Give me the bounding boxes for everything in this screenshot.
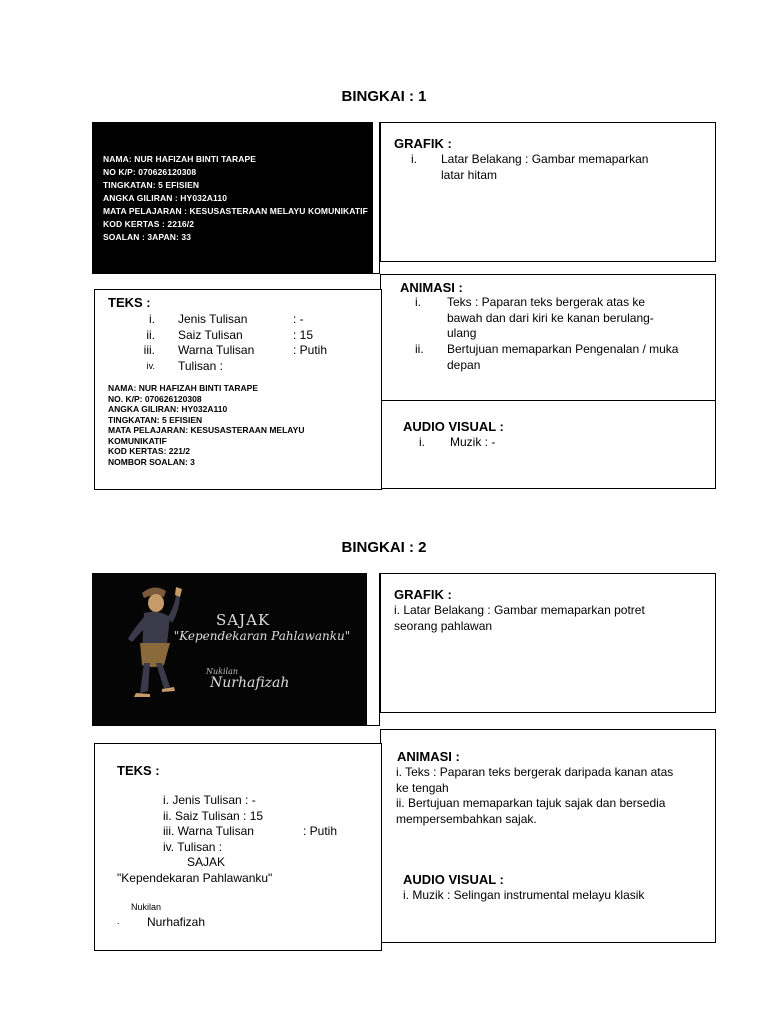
frame2-image-divider bbox=[366, 573, 380, 726]
image-line: NO K/P: 070626120308 bbox=[103, 167, 197, 177]
frame1-animasi-label: ANIMASI : bbox=[400, 280, 463, 295]
frame1-animasi-box bbox=[380, 274, 716, 402]
animasi-line: ii. Bertujuan memaparkan tajuk sajak dan bersedia mempersembahkan sajak. bbox=[396, 796, 666, 826]
frame2-grafik-label: GRAFIK : bbox=[394, 587, 452, 602]
detail-line: KOMUNIKATIF bbox=[108, 435, 167, 446]
list-name: Tulisan : bbox=[178, 358, 223, 373]
frame1-teks-details bbox=[108, 383, 378, 467]
frame2-image-title: SAJAK bbox=[216, 611, 271, 629]
list-value: : - bbox=[293, 312, 304, 326]
frame1-audio-box bbox=[380, 400, 716, 489]
frame2-teks-sajak: SAJAK bbox=[187, 855, 226, 869]
frame2-image-credit-name: Nurhafizah bbox=[210, 675, 290, 691]
frame2-image-credit-label: Nukilan bbox=[206, 667, 239, 676]
detail-line: NO. K/P: 070626120308 bbox=[108, 393, 202, 404]
frame1-grafik-label: GRAFIK : bbox=[394, 136, 452, 151]
list-item bbox=[163, 824, 373, 840]
list-text: Latar Belakang : Gambar memaparkan latar hitam bbox=[441, 152, 649, 182]
frame2-animasi-box bbox=[380, 729, 716, 943]
frame1-animasi-item bbox=[415, 295, 705, 342]
frame2-heading: BINGKAI : 2 bbox=[341, 539, 427, 556]
list-number: iv. bbox=[146, 360, 155, 371]
list-name: Warna Tulisan bbox=[178, 343, 255, 357]
frame1-teks-list bbox=[135, 312, 375, 374]
list-item bbox=[135, 343, 375, 359]
frame1-animasi-item bbox=[415, 342, 705, 373]
list-value: : 15 bbox=[293, 327, 314, 342]
list-value: : Putih bbox=[293, 343, 328, 357]
list-item: iv. Tulisan : bbox=[163, 839, 223, 854]
list-number: i. bbox=[415, 295, 421, 309]
animasi-line: i. Teks : Paparan teks bergerak daripada kanan atas ke tengah bbox=[396, 765, 674, 795]
detail-line: MATA PELAJARAN: KESUSASTERAAN MELAYU bbox=[108, 425, 305, 435]
list-text: Teks : Paparan teks bergerak atas ke bawah dan dari kiri ke kanan berulang-ulang bbox=[447, 295, 654, 340]
detail-line: NOMBOR SOALAN: 3 bbox=[108, 456, 195, 467]
frame2-image bbox=[92, 573, 366, 726]
list-number: i. bbox=[411, 152, 417, 166]
frame1-audio-item bbox=[419, 435, 495, 451]
list-item: ii. Saiz Tulisan : 15 bbox=[163, 808, 264, 823]
image-line: NAMA: NUR HAFIZAH BINTI TARAPE bbox=[103, 154, 256, 164]
list-text: Bertujuan memaparkan Pengenalan / muka depan bbox=[447, 342, 679, 372]
detail-line: TINGKATAN: 5 EFISIEN bbox=[108, 414, 203, 425]
frame1-teks-box bbox=[94, 289, 382, 490]
list-text: Muzik : - bbox=[450, 435, 496, 449]
image-line: MATA PELAJARAN : KESUSASTERAAN MELAYU KOMUNIKATIF bbox=[103, 206, 368, 216]
list-name: Jenis Tulisan bbox=[178, 312, 248, 326]
frame2-grafik-text: i. Latar Belakang : Gambar memaparkan potret seorang pahlawan bbox=[394, 603, 645, 633]
list-item bbox=[135, 359, 375, 375]
detail-line: NAMA: NUR HAFIZAH BINTI TARAPE bbox=[108, 383, 258, 393]
frame2-teks-box bbox=[94, 743, 382, 951]
image-line: TINGKATAN: 5 EFISIEN bbox=[103, 180, 200, 190]
frame2-teks-list bbox=[163, 793, 373, 855]
frame2-teks-nukilan: Nukilan bbox=[131, 902, 162, 912]
frame2-audio-label: AUDIO VISUAL : bbox=[403, 872, 504, 887]
frame1-image-text bbox=[103, 153, 368, 244]
frame2-animasi-label: ANIMASI : bbox=[397, 749, 460, 764]
list-number: i. bbox=[149, 312, 155, 326]
list-value: : Putih bbox=[303, 824, 338, 838]
frame1-teks-label: TEKS : bbox=[108, 295, 151, 310]
frame1-audio-label: AUDIO VISUAL : bbox=[403, 419, 504, 434]
frame2-teks-name: Nurhafizah bbox=[147, 915, 206, 929]
list-item bbox=[135, 328, 375, 344]
list-number: i. bbox=[419, 435, 425, 449]
list-name: iii. Warna Tulisan bbox=[163, 824, 254, 838]
list-item bbox=[135, 312, 375, 328]
list-item: i. Jenis Tulisan : - bbox=[163, 793, 256, 807]
frame1-heading: BINGKAI : 1 bbox=[341, 88, 427, 105]
list-number: ii. bbox=[415, 342, 424, 356]
frame1-image-divider bbox=[372, 122, 380, 274]
detail-line: KOD KERTAS: 221/2 bbox=[108, 446, 191, 456]
list-number: iii. bbox=[143, 343, 155, 357]
frame1-image bbox=[92, 122, 372, 274]
frame2-teks-dot: . bbox=[117, 916, 120, 926]
frame1-grafik-box bbox=[380, 122, 716, 262]
frame2-image-subtitle: "Kependekaran Pahlawanku" bbox=[173, 629, 351, 643]
image-line: ANGKA GILIRAN : HY032A110 bbox=[103, 193, 228, 203]
image-line: SOALAN : 3APAN: 33 bbox=[103, 232, 192, 242]
image-line: KOD KERTAS : 2216/2 bbox=[103, 219, 195, 229]
detail-line: ANGKA GILIRAN: HY032A110 bbox=[108, 404, 228, 414]
frame1-grafik-item bbox=[411, 152, 671, 183]
warrior-figure-icon bbox=[92, 573, 366, 726]
frame2-animasi-text bbox=[396, 765, 686, 827]
frame2-grafik-box bbox=[380, 573, 716, 713]
list-number: ii. bbox=[146, 327, 155, 342]
frame2-audio-text: i. Muzik : Selingan instrumental melayu klasik bbox=[403, 888, 645, 902]
frame2-teks-label: TEKS : bbox=[117, 763, 160, 778]
list-name: Saiz Tulisan bbox=[178, 327, 243, 342]
frame2-teks-title: "Kependekaran Pahlawanku" bbox=[117, 871, 273, 885]
